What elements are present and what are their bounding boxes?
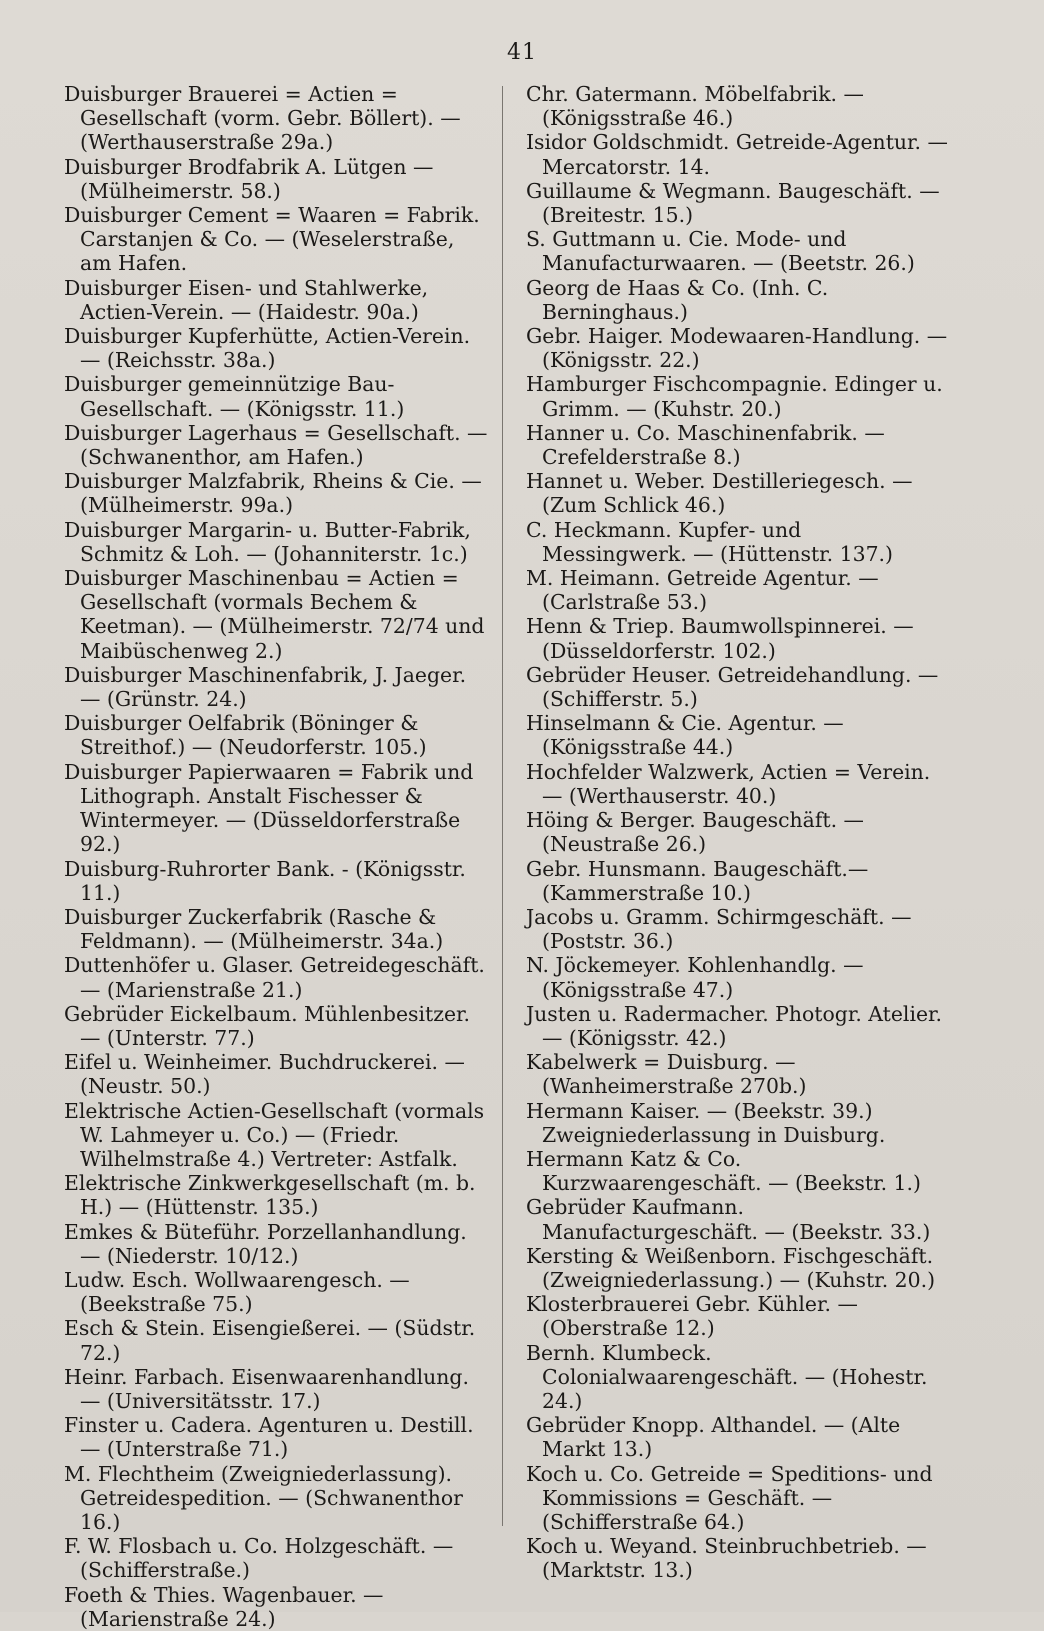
directory-entry: Justen u. Radermacher. Photogr. Atelier. — (Königsstr. 42.) xyxy=(526,1001,943,1050)
directory-entry: Hermann Kaiser. — (Beekstr. 39.) Zweigniederlassung in Duisburg. xyxy=(526,1098,886,1147)
directory-entry: Eifel u. Weinheimer. Buchdruckerei. — (Neustr. 50.) xyxy=(64,1050,465,1099)
directory-entry: Duisburger Margarin- u. Butter-Fabrik, Schmitz & Loh. — (Johanniterstr. 1c.) xyxy=(64,517,471,566)
directory-entry: Gebrüder Eickelbaum. Mühlenbesitzer. — (Unterstr. 77.) xyxy=(64,1001,471,1050)
directory-entry: Gebr. Hunsmann. Baugeschäft.—(Kammerstraße 10.) xyxy=(526,856,869,905)
directory-entry: Koch u. Weyand. Steinbruchbetrieb. — (Marktstr. 13.) xyxy=(526,1534,927,1583)
directory-entry: Koch u. Co. Getreide = Speditions- und Kommissions = Geschäft. — (Schifferstraße 64.) xyxy=(526,1461,933,1534)
directory-entry: Chr. Gatermann. Möbelfabrik. — (Königsstraße 46.) xyxy=(526,82,864,131)
directory-entry: Jacobs u. Gramm. Schirmgeschäft. — (Poststr. 36.) xyxy=(526,904,912,954)
directory-entry: Bernh. Klumbeck. Colonialwaarengeschäft. — (Hohestr. 24.) xyxy=(526,1340,928,1413)
directory-entry: Ludw. Esch. Wollwaarengesch. — (Beekstraße 75.) xyxy=(64,1267,410,1317)
directory-entry: Hochfelder Walzwerk, Actien = Verein. — (Werthauserstr. 40.) xyxy=(526,759,931,808)
directory-entry: Gebrüder Knopp. Althandel. — (Alte Markt 13.) xyxy=(526,1413,901,1462)
directory-entry: S. Guttmann u. Cie. Mode- und Manufacturwaaren. — (Beetstr. 26.) xyxy=(526,227,915,276)
directory-entry: Hinselmann & Cie. Agentur. — (Königsstraße 44.) xyxy=(526,711,844,760)
directory-entry: Foeth & Thies. Wagenbauer. — (Marienstraße 24.) xyxy=(64,1582,384,1631)
directory-entry: M. Heimann. Getreide Agentur. — (Carlstraße 53.) xyxy=(526,566,879,615)
directory-entry: Duttenhöfer u. Glaser. Getreidegeschäft. — (Marienstraße 21.) xyxy=(64,953,485,1002)
directory-entry: Isidor Goldschmidt. Getreide-Agentur. — Mercatorstr. 14. xyxy=(526,130,948,179)
directory-entry: Duisburger Brodfabrik A. Lütgen — (Mülheimerstr. 58.) xyxy=(64,154,434,203)
directory-entry: Duisburger Malzfabrik, Rheins & Cie. — (Mülheimerstr. 99a.) xyxy=(64,469,482,518)
directory-entry: Emkes & Büteführ. Porzellanhandlung. — (Niederstr. 10/12.) xyxy=(64,1219,467,1268)
directory-entry: Duisburger Lagerhaus = Gesellschaft. — (Schwanenthor, am Hafen.) xyxy=(64,420,488,470)
directory-entry: Henn & Triep. Baumwollspinnerei. — (Düsseldorferstr. 102.) xyxy=(526,614,914,663)
directory-entry: Duisburger Eisen- und Stahlwerke, Actien-Verein. — (Haidestr. 90a.) xyxy=(64,275,429,324)
directory-entry: Finster u. Cadera. Agenturen u. Destill. — (Unterstraße 71.) xyxy=(64,1413,474,1462)
directory-entry: Elektrische Actien-Gesellschaft (vormals W. Lahmeyer u. Co.) — (Friedr. Wilhelmstraße 4.) Vertreter: Astfalk. xyxy=(64,1098,485,1171)
directory-entry: C. Heckmann. Kupfer- und Messingwerk. — (Hüttenstr. 137.) xyxy=(526,517,893,566)
directory-entry: Duisburger gemeinnützige Bau-Gesellschaft. — (Königsstr. 11.) xyxy=(64,372,405,421)
directory-entry: Duisburger Cement = Waaren = Fabrik. Carstanjen & Co. — (Weselerstraße, am Hafen. xyxy=(64,203,480,276)
directory-entry: F. W. Flosbach u. Co. Holzgeschäft. — (Schifferstraße.) xyxy=(64,1534,454,1583)
directory-entry: N. Jöckemeyer. Kohlenhandlg. — (Königsstraße 47.) xyxy=(526,953,864,1002)
directory-entry: Heinr. Farbach. Eisenwaarenhandlung. — (Universitätsstr. 17.) xyxy=(64,1364,469,1413)
directory-entry: Hanner u. Co. Maschinenfabrik. — Crefelderstraße 8.) xyxy=(526,420,885,470)
directory-entry: Elektrische Zinkwerkgesellschaft (m. b. H.) — (Hüttenstr. 135.) xyxy=(64,1171,476,1220)
directory-entry: Duisburger Papierwaaren = Fabrik und Lithograph. Anstalt Fischesser & Wintermeyer. — (Düsseldorferstraße 92.) xyxy=(64,759,474,857)
directory-entry: Duisburger Maschinenfabrik, J. Jaeger. — (Grünstr. 24.) xyxy=(64,662,467,712)
directory-entry: Gebr. Haiger. Modewaaren-Handlung. — (Königsstr. 22.) xyxy=(526,324,948,373)
directory-entry: Hamburger Fischcompagnie. Edinger u. Grimm. — (Kuhstr. 20.) xyxy=(526,372,943,421)
directory-entry: Duisburger Brauerei = Actien = Gesellschaft (vorm. Gebr. Böllert). — (Werthauserstraße 29a.) xyxy=(64,82,461,155)
directory-entry: Höing & Berger. Baugeschäft. — (Neustraße 26.) xyxy=(526,808,864,857)
left-column xyxy=(64,82,492,1631)
directory-entry: Duisburger Zuckerfabrik (Rasche & Feldmann). — (Mülheimerstr. 34a.) xyxy=(64,904,444,954)
directory-entry: Hermann Katz & Co. Kurzwaarengeschäft. — (Beekstr. 1.) xyxy=(526,1146,921,1196)
directory-entry: Duisburger Maschinenbau = Actien = Gesellschaft (vormals Bechem & Keetman). — (Mülheimerstr. 72/74 und Maibüschenweg 2.) xyxy=(64,566,485,663)
directory-entry: Guillaume & Wegmann. Baugeschäft. — (Breitestr. 15.) xyxy=(526,178,940,228)
column-divider xyxy=(502,86,503,1526)
right-column xyxy=(526,82,952,1583)
directory-entry: Gebrüder Heuser. Getreidehandlung. — (Schifferstr. 5.) xyxy=(526,662,939,712)
directory-entry: Kersting & Weißenborn. Fischgeschäft. (Zweigniederlassung.) — (Kuhstr. 20.) xyxy=(526,1243,936,1292)
directory-entry: Klosterbrauerei Gebr. Kühler. — (Oberstraße 12.) xyxy=(526,1292,858,1341)
directory-entry: Gebrüder Kaufmann. Manufacturgeschäft. — (Beekstr. 33.) xyxy=(526,1195,931,1244)
directory-entry: Hannet u. Weber. Destilleriegesch. — (Zum Schlick 46.) xyxy=(526,469,913,518)
directory-entry: Georg de Haas & Co. (Inh. C. Berninghaus.) xyxy=(526,275,829,324)
directory-entry: Kabelwerk = Duisburg. — (Wanheimerstraße 270b.) xyxy=(526,1050,807,1099)
directory-entry: Duisburger Kupferhütte, Actien-Verein. — (Reichsstr. 38a.) xyxy=(64,324,471,373)
directory-entry: Duisburg-Ruhrorter Bank. - (Königsstr. 11.) xyxy=(64,856,466,905)
directory-entry: M. Flechtheim (Zweigniederlassung). Getreidespedition. — (Schwanenthor 16.) xyxy=(64,1461,463,1534)
page-number: 41 xyxy=(507,40,537,65)
directory-entry: Esch & Stein. Eisengießerei. — (Südstr. 72.) xyxy=(64,1316,476,1365)
directory-entry: Duisburger Oelfabrik (Böninger & Streithof.) — (Neudorferstr. 105.) xyxy=(64,711,427,760)
